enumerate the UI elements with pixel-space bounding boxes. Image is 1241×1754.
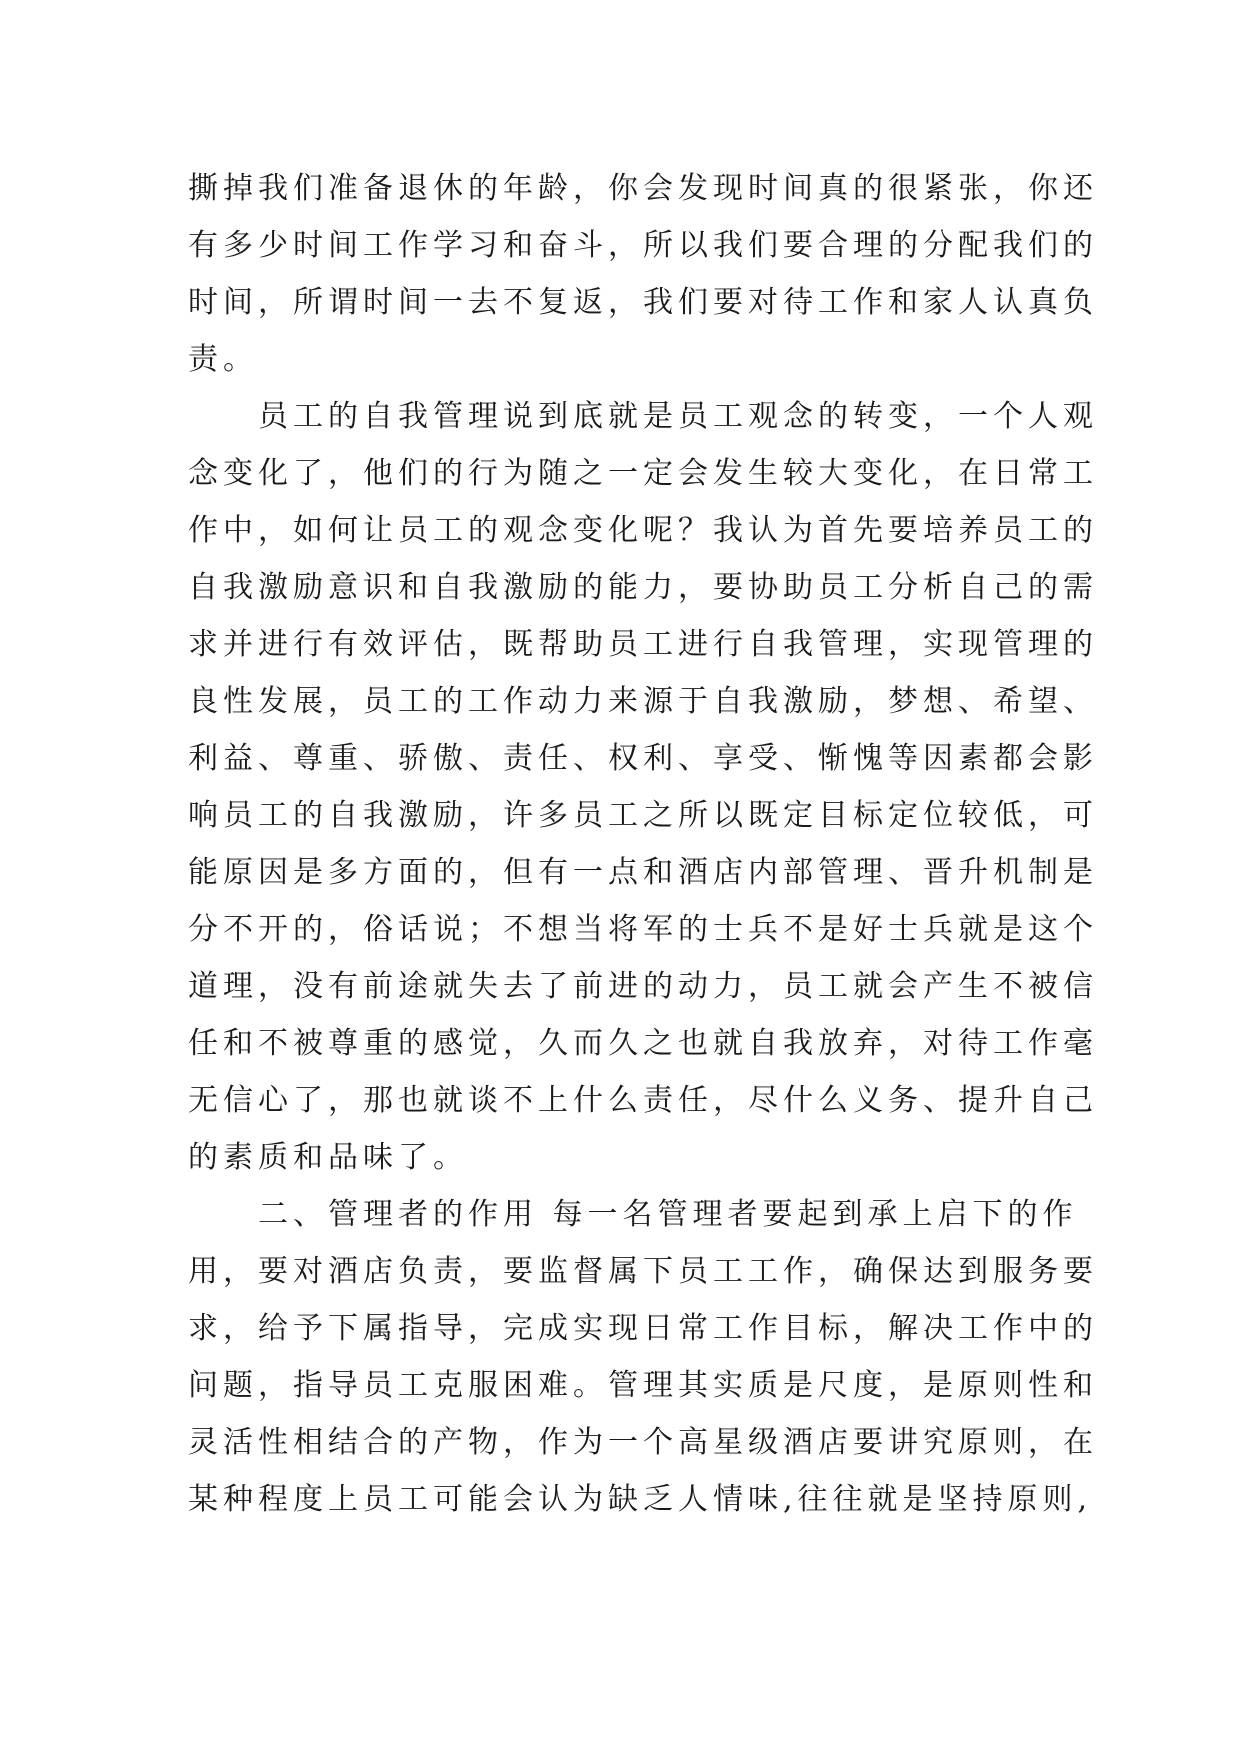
text-line: 用，要对酒店负责，要监督属下员工工作，确保达到服务要: [188, 1254, 1098, 1289]
text-line: 撕掉我们准备退休的年龄，你会发现时间真的很紧张，你还: [188, 171, 1098, 206]
text-line: 利益、尊重、骄傲、责任、权利、享受、惭愧等因素都会影: [188, 741, 1098, 776]
text-line: 时间，所谓时间一去不复返，我们要对待工作和家人认真负: [188, 285, 1098, 320]
text-line: 问题，指导员工克服困难。管理其实质是尺度，是原则性和: [188, 1368, 1098, 1403]
text-line: 自我激励意识和自我激励的能力，要协助员工分析自己的需: [188, 570, 1098, 605]
text-line: 灵活性相结合的产物，作为一个高星级酒店要讲究原则，在: [188, 1425, 1098, 1460]
text-line: 念变化了，他们的行为随之一定会发生较大变化，在日常工: [188, 456, 1098, 491]
text-line: 任和不被尊重的感觉，久而久之也就自我放弃，对待工作毫: [188, 1026, 1098, 1061]
text-line: 求并进行有效评估，既帮助员工进行自我管理，实现管理的: [188, 627, 1098, 662]
text-line: 分不开的，俗话说；不想当将军的士兵不是好士兵就是这个: [188, 912, 1098, 947]
paragraph-start-line: 员工的自我管理说到底就是员工观念的转变，一个人观: [258, 399, 1098, 434]
text-line: 作中，如何让员工的观念变化呢？我认为首先要培养员工的: [188, 513, 1098, 548]
text-line: 某种程度上员工可能会认为缺乏人情味,往往就是坚持原则,: [188, 1482, 1093, 1517]
text-line: 的素质和品味了。: [188, 1140, 468, 1175]
body-text: [188, 160, 1098, 1528]
text-line: 求，给予下属指导，完成实现日常工作目标，解决工作中的: [188, 1311, 1098, 1346]
text-line: 响员工的自我激励，许多员工之所以既定目标定位较低，可: [188, 798, 1098, 833]
text-line: 有多少时间工作学习和奋斗，所以我们要合理的分配我们的: [188, 228, 1098, 263]
section-heading-line: 二、管理者的作用 每一名管理者要起到承上启下的作: [258, 1197, 1078, 1232]
text-line: 能原因是多方面的，但有一点和酒店内部管理、晋升机制是: [188, 855, 1098, 890]
text-line: 良性发展，员工的工作动力来源于自我激励，梦想、希望、: [188, 684, 1098, 719]
text-line: 道理，没有前途就失去了前进的动力，员工就会产生不被信: [188, 969, 1098, 1004]
text-line: 无信心了，那也就谈不上什么责任，尽什么义务、提升自己: [188, 1083, 1098, 1118]
text-line: 责。: [188, 342, 258, 377]
